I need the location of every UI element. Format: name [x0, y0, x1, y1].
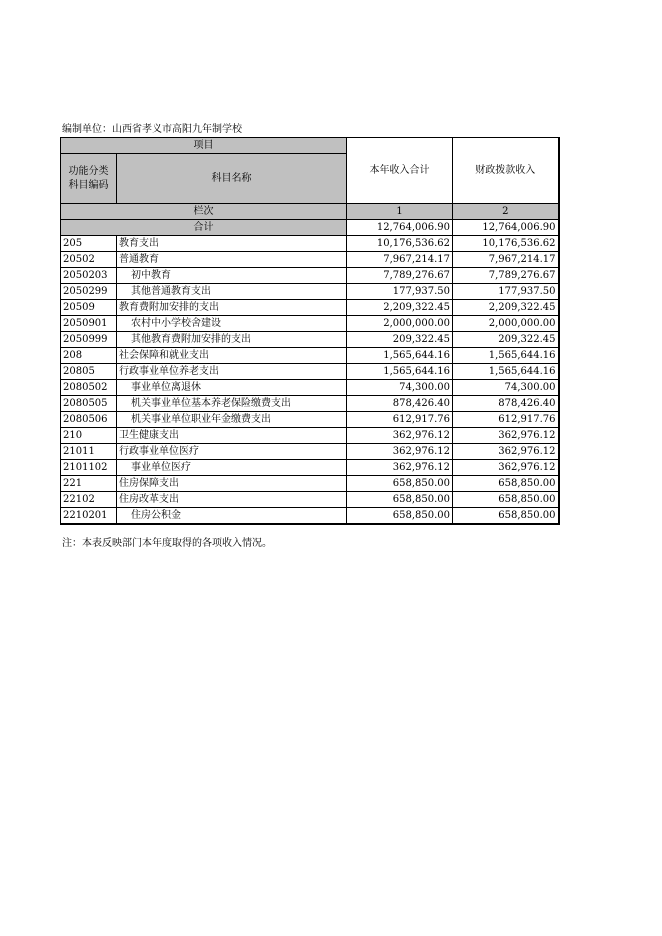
table-row: [61, 412, 559, 428]
subject-code-cell: 2101102: [61, 460, 117, 476]
subject-name-cell: 其他教育费附加安排的支出: [117, 332, 347, 348]
subject-code-cell: 2050299: [61, 284, 117, 300]
total-income-cell: 7,789,276.67: [347, 268, 453, 284]
fiscal-income-cell: 362,976.12: [453, 428, 559, 444]
subject-code-cell: 20805: [61, 364, 117, 380]
table-row: [61, 284, 559, 300]
subject-name-cell: 卫生健康支出: [117, 428, 347, 444]
table-row: [61, 396, 559, 412]
lanci-1: 1: [347, 204, 453, 220]
total-fiscal-value: 12,764,006.90: [453, 220, 559, 236]
subject-name-cell: 初中教育: [117, 268, 347, 284]
subject-code-cell: 205: [61, 236, 117, 252]
table-row: [61, 268, 559, 284]
lanci-2: 2: [453, 204, 559, 220]
code-header: [61, 154, 117, 204]
subject-code-cell: 221: [61, 476, 117, 492]
total-income-cell: 7,967,214.17: [347, 252, 453, 268]
total-income-cell: 612,917.76: [347, 412, 453, 428]
subject-name-cell: 事业单位离退休: [117, 380, 347, 396]
subject-code-cell: 2080502: [61, 380, 117, 396]
table-row: [61, 476, 559, 492]
table-row: [61, 316, 559, 332]
fiscal-income-cell: 362,976.12: [453, 444, 559, 460]
subject-code-cell: 2050901: [61, 316, 117, 332]
subject-code-cell: 2080505: [61, 396, 117, 412]
total-income-cell: 362,976.12: [347, 460, 453, 476]
total-income-cell: 658,850.00: [347, 476, 453, 492]
total-income-cell: 2,209,322.45: [347, 300, 453, 316]
total-income-cell: 1,565,644.16: [347, 364, 453, 380]
fiscal-income-cell: 362,976.12: [453, 460, 559, 476]
subject-code-cell: 2210201: [61, 508, 117, 525]
total-label: 合计: [61, 220, 347, 236]
code-header-line2: 科目编码: [68, 179, 109, 191]
table-note: 注：本表反映部门本年度取得的各项收入情况。: [62, 538, 272, 549]
code-header-line1: 功能分类: [68, 165, 109, 177]
income-table: [60, 137, 560, 525]
total-income-cell: 658,850.00: [347, 492, 453, 508]
fiscal-income-cell: 2,000,000.00: [453, 316, 559, 332]
subject-name-cell: 住房改革支出: [117, 492, 347, 508]
subject-code-cell: 20502: [61, 252, 117, 268]
table-row: [61, 300, 559, 316]
reporting-unit-label: 编制单位：山西省孝义市高阳九年制学校: [62, 124, 242, 135]
table-row: [61, 444, 559, 460]
table-row: [61, 428, 559, 444]
subject-code-cell: 20509: [61, 300, 117, 316]
lanci-label: 栏次: [61, 204, 347, 220]
fiscal-income-cell: 2,209,322.45: [453, 300, 559, 316]
total-income-cell: 2,000,000.00: [347, 316, 453, 332]
subject-name-cell: 教育费附加安排的支出: [117, 300, 347, 316]
subject-name-cell: 住房公积金: [117, 508, 347, 525]
header-row-project: [61, 138, 559, 154]
project-header: 项目: [61, 138, 347, 154]
total-income-cell: 74,300.00: [347, 380, 453, 396]
total-income-cell: 10,176,536.62: [347, 236, 453, 252]
total-income-cell: 658,850.00: [347, 508, 453, 525]
subject-code-cell: 210: [61, 428, 117, 444]
fiscal-income-cell: 1,565,644.16: [453, 364, 559, 380]
subject-name-cell: 行政事业单位养老支出: [117, 364, 347, 380]
subject-name-cell: 教育支出: [117, 236, 347, 252]
fiscal-income-cell: 612,917.76: [453, 412, 559, 428]
subject-code-cell: 208: [61, 348, 117, 364]
total-income-cell: 362,976.12: [347, 428, 453, 444]
name-header: 科目名称: [117, 154, 347, 204]
subject-code-cell: 2050999: [61, 332, 117, 348]
subject-name-cell: 事业单位医疗: [117, 460, 347, 476]
subject-name-cell: 社会保障和就业支出: [117, 348, 347, 364]
subject-code-cell: 2080506: [61, 412, 117, 428]
fiscal-income-cell: 209,322.45: [453, 332, 559, 348]
subject-name-cell: 住房保障支出: [117, 476, 347, 492]
table-row: [61, 332, 559, 348]
table-row: [61, 492, 559, 508]
fiscal-income-cell: 658,850.00: [453, 492, 559, 508]
subject-code-cell: 21011: [61, 444, 117, 460]
subject-name-cell: 机关事业单位基本养老保险缴费支出: [117, 396, 347, 412]
total-income-cell: 362,976.12: [347, 444, 453, 460]
table-row: [61, 348, 559, 364]
table-row: [61, 380, 559, 396]
fiscal-income-cell: 7,789,276.67: [453, 268, 559, 284]
subject-name-cell: 其他普通教育支出: [117, 284, 347, 300]
total-income-header: 本年收入合计: [347, 138, 453, 204]
fiscal-income-cell: 658,850.00: [453, 476, 559, 492]
total-row: [61, 220, 559, 236]
fiscal-income-cell: 177,937.50: [453, 284, 559, 300]
total-income-value: 12,764,006.90: [347, 220, 453, 236]
table-row: [61, 364, 559, 380]
subject-name-cell: 机关事业单位职业年金缴费支出: [117, 412, 347, 428]
fiscal-income-cell: 1,565,644.16: [453, 348, 559, 364]
table-row: [61, 252, 559, 268]
subject-name-cell: 行政事业单位医疗: [117, 444, 347, 460]
total-income-cell: 1,565,644.16: [347, 348, 453, 364]
lanci-row: [61, 204, 559, 220]
fiscal-income-cell: 658,850.00: [453, 508, 559, 525]
subject-name-cell: 普通教育: [117, 252, 347, 268]
table-row: [61, 236, 559, 252]
subject-code-cell: 2050203: [61, 268, 117, 284]
fiscal-income-header: 财政拨款收入: [453, 138, 559, 204]
fiscal-income-cell: 878,426.40: [453, 396, 559, 412]
fiscal-income-cell: 74,300.00: [453, 380, 559, 396]
fiscal-income-cell: 7,967,214.17: [453, 252, 559, 268]
subject-code-cell: 22102: [61, 492, 117, 508]
subject-name-cell: 农村中小学校舍建设: [117, 316, 347, 332]
total-income-cell: 177,937.50: [347, 284, 453, 300]
fiscal-income-cell: 10,176,536.62: [453, 236, 559, 252]
total-income-cell: 209,322.45: [347, 332, 453, 348]
total-income-cell: 878,426.40: [347, 396, 453, 412]
table-row: [61, 508, 559, 525]
table-row: [61, 460, 559, 476]
